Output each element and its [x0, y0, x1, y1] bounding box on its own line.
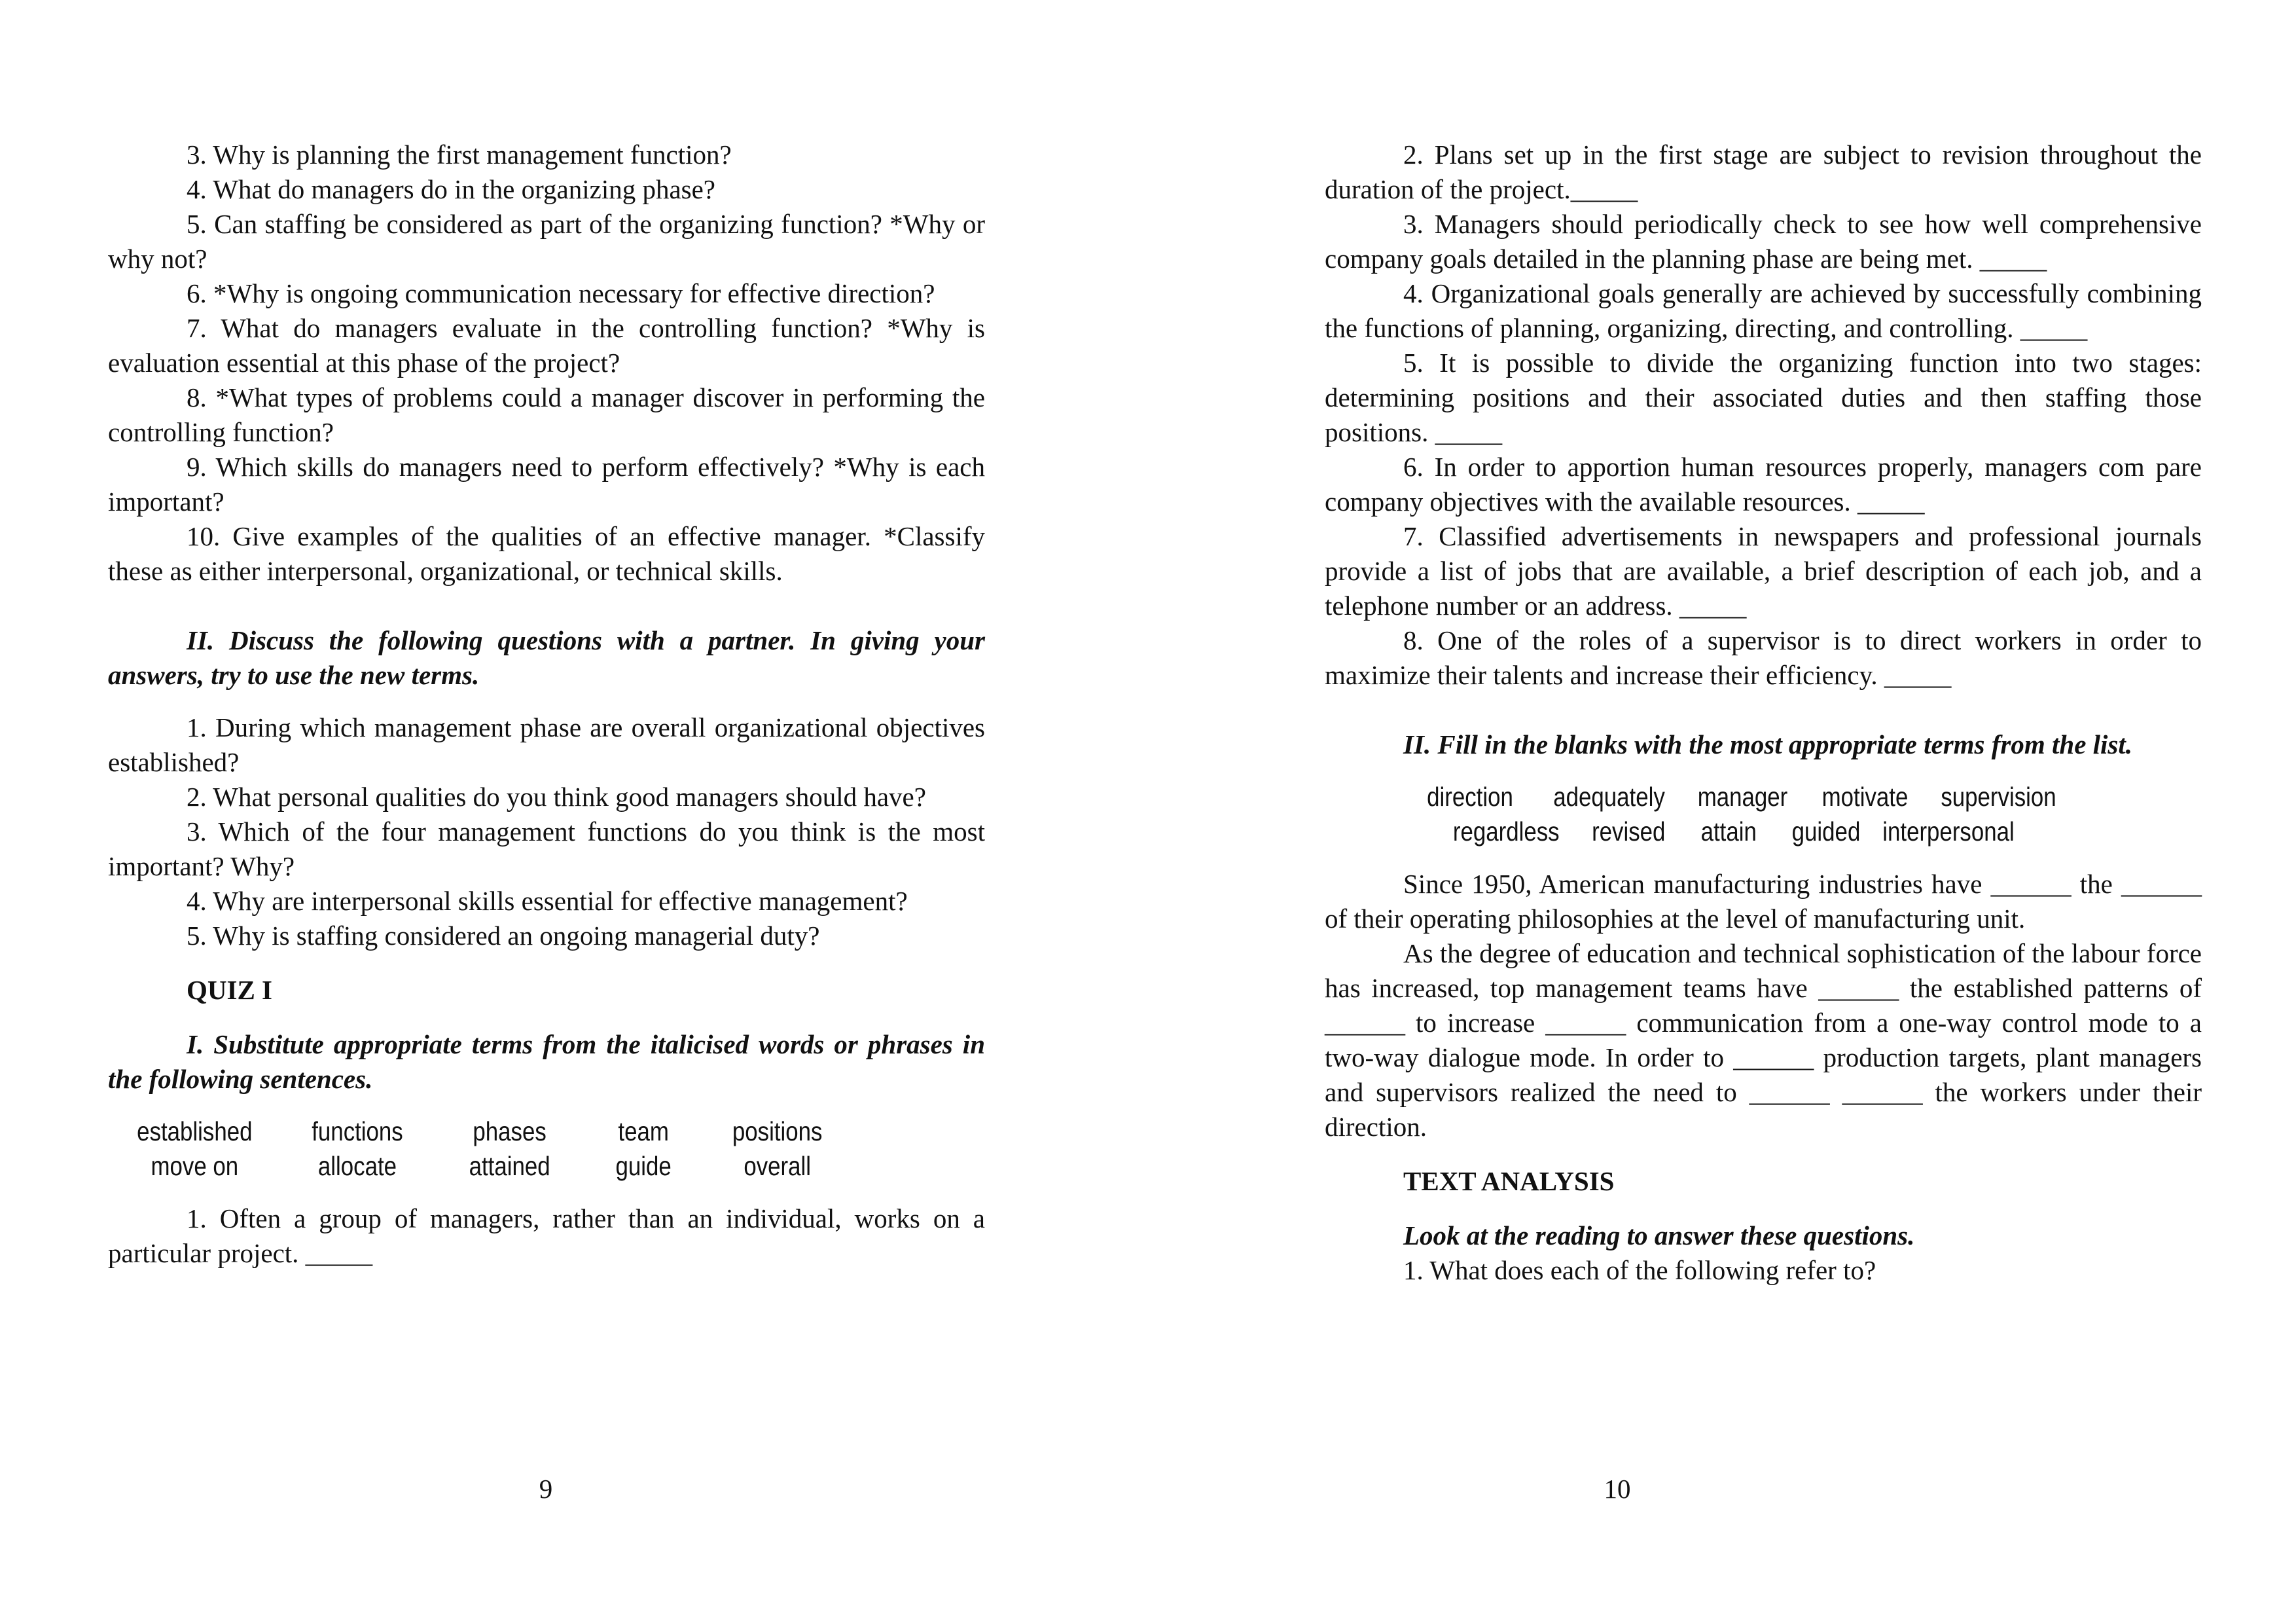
- quiz-heading: I. Substitute appropriate terms from the italicised words or phrases in the following sentences.: [108, 1029, 985, 1094]
- word-list-row-2: [108, 1149, 853, 1184]
- fill-word-row-1: [1403, 780, 2082, 814]
- word-supervision: supervision: [1941, 782, 2056, 812]
- question-7: 7. What do managers evaluate in the controlling function? *Why is evaluation essential at this phase of the project?: [108, 313, 985, 378]
- word-regardless: regardless: [1452, 816, 1560, 847]
- quiz-item-4: 4. Organizational goals generally are achieved by successfully combining the functions of planning, organizing, directing, and controlling. _____: [1325, 278, 2202, 343]
- word-overall: overall: [744, 1151, 812, 1181]
- word-motivate: motivate: [1821, 782, 1909, 812]
- discussion-question-3: 3. Which of the four management functions do you think is the most important? Why?: [108, 816, 985, 881]
- word-guide: guide: [615, 1151, 672, 1181]
- right-page: [1148, 0, 2296, 1623]
- quiz-item-3: 3. Managers should periodically check to see how well comprehensive company goals detailed in the planning phase are being met. _____: [1325, 209, 2202, 274]
- word-guided: guided: [1791, 816, 1861, 847]
- fill-blanks-heading: II. Fill in the blanks with the most appropriate terms from the list.: [1403, 729, 2133, 759]
- text-analysis-heading: Look at the reading to answer these questions.: [1403, 1220, 1915, 1250]
- quiz-item-6: 6. In order to apportion human resources properly, managers com pare company objectives with the available resources. _____: [1325, 452, 2202, 517]
- discussion-question-5: 5. Why is staffing considered an ongoing managerial duty?: [187, 921, 820, 951]
- word-positions: positions: [732, 1116, 823, 1146]
- page-number-right: 10: [1604, 1474, 1631, 1504]
- word-revised: revised: [1592, 816, 1666, 847]
- question-6: 6. *Why is ongoing communication necessary for effective direction?: [187, 278, 935, 308]
- fill-paragraph-1: Since 1950, American manufacturing industries have ______ the ______ of their operating philosophies at the level of manufacturing unit.: [1325, 869, 2202, 934]
- question-3: 3. Why is planning the first management function?: [187, 139, 732, 170]
- word-team: team: [618, 1116, 669, 1146]
- word-phases: phases: [473, 1116, 547, 1146]
- fill-word-row-2: [1403, 814, 2082, 849]
- quiz-item-2: 2. Plans set up in the first stage are subject to revision throughout the duration of the project._____: [1325, 139, 2202, 204]
- word-move-on: move on: [151, 1151, 239, 1181]
- quiz-item-7: 7. Classified advertisements in newspapers and professional journals provide a list of jobs that are available, a brief description of each job, and a telephone number or an address. _____: [1325, 521, 2202, 621]
- question-5: 5. Can staffing be considered as part of the organizing function? *Why or why not?: [108, 209, 985, 274]
- word-established: established: [137, 1116, 253, 1146]
- fill-paragraph-2: As the degree of education and technical sophistication of the labour force has increased, top management teams have ______ the established patterns of ______ to increase ______ communication from a one-way control mode to a two-way dialogue mode. In order to ______ production targets, plant managers and supervisors realized the need to ______ ______ the workers under their direction.: [1325, 938, 2202, 1142]
- word-allocate: allocate: [317, 1151, 397, 1181]
- word-manager: manager: [1697, 782, 1788, 812]
- page-number-left: 9: [539, 1474, 553, 1504]
- discussion-question-4: 4. Why are interpersonal skills essential for effective management?: [187, 886, 908, 916]
- word-direction: direction: [1427, 782, 1513, 812]
- quiz-title: QUIZ I: [187, 975, 273, 1005]
- word-interpersonal: interpersonal: [1882, 816, 2015, 847]
- question-9: 9. Which skills do managers need to perform effectively? *Why is each important?: [108, 452, 985, 517]
- right-page-body: [1325, 137, 2202, 1288]
- word-adequately: adequately: [1553, 782, 1665, 812]
- fill-word-list: [1403, 780, 2082, 849]
- text-analysis-question-1: 1. What does each of the following refer to?: [1403, 1255, 1876, 1285]
- quiz-item-1: 1. Often a group of managers, rather than an individual, works on a particular project. _____: [108, 1203, 985, 1268]
- word-attain: attain: [1700, 816, 1757, 847]
- quiz-item-8: 8. One of the roles of a supervisor is to direct workers in order to maximize their talents and increase their efficiency. _____: [1325, 625, 2202, 690]
- word-functions: functions: [312, 1116, 403, 1146]
- word-attained: attained: [469, 1151, 550, 1181]
- discussion-question-2: 2. What personal qualities do you think good managers should have?: [187, 782, 926, 812]
- question-10: 10. Give examples of the qualities of an effective manager. *Classify these as either interpersonal, organizational, or technical skills.: [108, 521, 985, 586]
- section-2-heading: II. Discuss the following questions with a partner. In giving your answers, try to use the new terms.: [108, 625, 985, 690]
- discussion-question-1: 1. During which management phase are overall organizational objectives established?: [108, 712, 985, 777]
- word-list-row-1: [108, 1114, 853, 1149]
- quiz-word-list: [108, 1114, 853, 1184]
- question-4: 4. What do managers do in the organizing phase?: [187, 174, 716, 204]
- text-analysis-title: TEXT ANALYSIS: [1403, 1166, 1615, 1196]
- quiz-item-5: 5. It is possible to divide the organizing function into two stages: determining positions and their associated duties and then staffing those positions. _____: [1325, 348, 2202, 447]
- left-page-body: [108, 137, 985, 1271]
- question-8: 8. *What types of problems could a manager discover in performing the controlling function?: [108, 382, 985, 447]
